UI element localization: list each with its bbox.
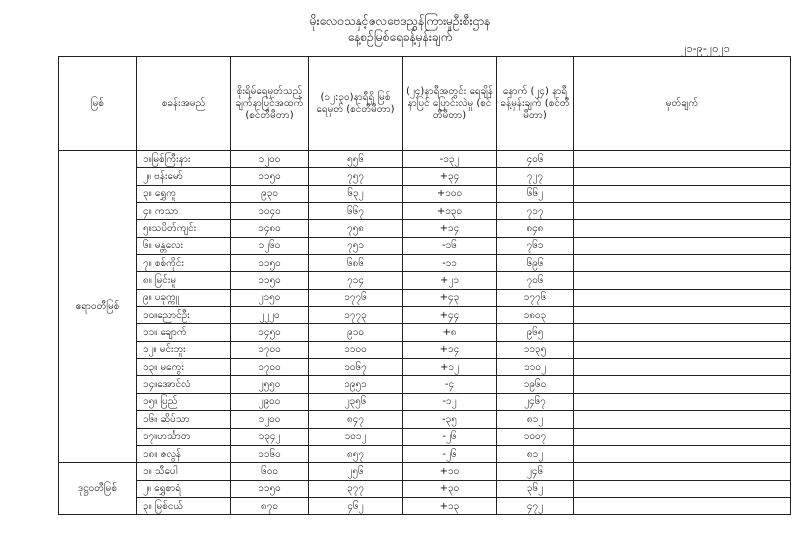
forecast-cell: ၇၀၆ xyxy=(497,272,574,289)
station-cell: ၄။ ကသာ xyxy=(137,203,231,220)
station-cell: ၁၇။ဟင်္သာတ xyxy=(137,428,231,445)
table-row xyxy=(59,203,791,220)
current-level-cell: ၇၅၇ xyxy=(309,168,403,185)
change-cell: +၄၄ xyxy=(403,307,497,324)
table-row xyxy=(59,445,791,462)
station-cell: ၆။ မန္တလေး xyxy=(137,237,231,254)
remarks-cell xyxy=(574,220,791,237)
forecast-cell: ၈၁၂ xyxy=(497,445,574,462)
station-cell: ၁၁။ ချောက် xyxy=(137,324,231,341)
change-cell: -၁၃၂ xyxy=(403,151,497,168)
forecast-cell: ၁၁၀၂ xyxy=(497,359,574,376)
forecast-cell: ၈၁၂ xyxy=(497,411,574,428)
remarks-cell xyxy=(574,203,791,220)
forecast-cell: ၄၀၆ xyxy=(497,151,574,168)
change-cell: -၄ xyxy=(403,376,497,393)
danger-level-cell: ၁၃၄၂ xyxy=(231,428,309,445)
danger-level-cell: ၈၇၀ xyxy=(231,497,309,514)
station-cell: ၁၄။အောင်လံ xyxy=(137,376,231,393)
change-cell: +၄၃ xyxy=(403,289,497,306)
danger-level-cell: ၁၇၀၀ xyxy=(231,359,309,376)
col-danger-level: စိုးရိမ်ရေမှတ်သည့် ချက်နာပြင်အထက် (စင်တီမီတာ) xyxy=(231,57,309,151)
table-row xyxy=(59,411,791,428)
remarks-cell xyxy=(574,497,791,514)
change-cell: -၃၅ xyxy=(403,411,497,428)
current-level-cell: ၂၃၅၆ xyxy=(309,393,403,410)
change-cell: +၁၂ xyxy=(403,359,497,376)
current-level-cell: ၆၃၂ xyxy=(309,185,403,202)
current-level-cell: ၁၁၀၀ xyxy=(309,341,403,358)
danger-level-cell: ၁၁၅၀ xyxy=(231,255,309,272)
remarks-cell xyxy=(574,272,791,289)
forecast-cell: ၂၄၆ xyxy=(497,463,574,480)
current-level-cell: ၁၀၁၂ xyxy=(309,428,403,445)
remarks-cell xyxy=(574,289,791,306)
col-river: မြစ် xyxy=(59,57,137,151)
remarks-cell xyxy=(574,463,791,480)
remarks-cell xyxy=(574,307,791,324)
forecast-cell: ၆၉၆ xyxy=(497,255,574,272)
remarks-cell xyxy=(574,237,791,254)
forecast-cell: ၃၆၂ xyxy=(497,480,574,497)
col-change: (၂၄)နာရီအတွင်း ရေချိန်နာပြင် ပြောင်းလဲမှု (စင်တီမီတာ) xyxy=(403,57,497,151)
page-subtitle: နေ့စဉ်မြစ်ရေခန့်မှန်းချက် xyxy=(347,30,453,44)
col-current-level: (၁၂:၃၀)နာရီရှိ မြစ်ရေမှတ် (စင်တီမီတာ) xyxy=(309,57,403,151)
danger-level-cell: ၁၂၆၀ xyxy=(231,237,309,254)
forecast-cell: ၇၂၇ xyxy=(497,168,574,185)
table-row xyxy=(59,497,791,514)
station-cell: ၉။ ပခုက္ကူ xyxy=(137,289,231,306)
station-cell: ၁။ သီပေါ xyxy=(137,463,231,480)
station-cell: ၁၃။ မကွေး xyxy=(137,359,231,376)
current-level-cell: ၈၄၇ xyxy=(309,411,403,428)
forecast-cell: ၂၄၆၇ xyxy=(497,393,574,410)
change-cell: +၁၃ xyxy=(403,497,497,514)
table-row xyxy=(59,185,791,202)
page-title: မိုးလေဝသနှင့်ဇလဗေဒညွှန်ကြားမှုဦးစီးဌာန xyxy=(309,14,491,28)
river-name-cell: ဒုဋ္ဌဝတီမြစ် xyxy=(59,463,137,515)
danger-level-cell: ၁၁၅၀ xyxy=(231,272,309,289)
change-cell: -၁၆ xyxy=(403,237,497,254)
remarks-cell xyxy=(574,411,791,428)
table-row xyxy=(59,480,791,497)
station-cell: ၃။ မြစ်ငယ် xyxy=(137,497,231,514)
station-cell: ၁၀။ညောင်ဦး xyxy=(137,307,231,324)
danger-level-cell: ၂၅၅၀ xyxy=(231,376,309,393)
table-row xyxy=(59,307,791,324)
forecast-cell: ၇၁၇ xyxy=(497,203,574,220)
forecast-cell: ၁၀၀၇ xyxy=(497,428,574,445)
current-level-cell: ၁၇၇၆ xyxy=(309,289,403,306)
forecast-cell: ၁၁၃၅ xyxy=(497,341,574,358)
danger-level-cell: ၁၄၈၀ xyxy=(231,220,309,237)
current-level-cell: ၇၅၁ xyxy=(309,237,403,254)
change-cell: +၁၄ xyxy=(403,220,497,237)
table-row xyxy=(59,255,791,272)
table-row xyxy=(59,376,791,393)
change-cell: +၃၄ xyxy=(403,168,497,185)
change-cell: +၃၀ xyxy=(403,480,497,497)
station-cell: ၇။ စစ်ကိုင်း xyxy=(137,255,231,272)
change-cell: +၁၄ xyxy=(403,341,497,358)
change-cell: -၂၆ xyxy=(403,445,497,462)
station-cell: ၂။ ရွှေစာရံ xyxy=(137,480,231,497)
col-remarks: မှတ်ချက် xyxy=(574,57,791,151)
current-level-cell: ၆၈၆ xyxy=(309,255,403,272)
remarks-cell xyxy=(574,393,791,410)
station-cell: ၈။ မြင်းမူ xyxy=(137,272,231,289)
change-cell: +၁၀ xyxy=(403,463,497,480)
forecast-cell: ၇၆၁ xyxy=(497,237,574,254)
table-row xyxy=(59,324,791,341)
station-cell: ၁၂။ မင်းဘူး xyxy=(137,341,231,358)
danger-level-cell: ၁၁၅၀ xyxy=(231,168,309,185)
danger-level-cell: ၁၀၄၀ xyxy=(231,203,309,220)
remarks-cell xyxy=(574,324,791,341)
remarks-cell xyxy=(574,376,791,393)
current-level-cell: ၁၀၆၇ xyxy=(309,359,403,376)
current-level-cell: ၃၇၇ xyxy=(309,480,403,497)
danger-level-cell: ၁၇၀၀ xyxy=(231,341,309,358)
station-cell: ၅။သပိတ်ကျင်း xyxy=(137,220,231,237)
table-row xyxy=(59,393,791,410)
forecast-cell: ၈၄၈ xyxy=(497,220,574,237)
danger-level-cell: ၁၁၆၀ xyxy=(231,445,309,462)
station-cell: ၁။မြစ်ကြီးနား xyxy=(137,151,231,168)
danger-level-cell: ၁၂၀၀ xyxy=(231,151,309,168)
current-level-cell: ၅၅၆ xyxy=(309,151,403,168)
forecast-cell: ၁၈၀၃ xyxy=(497,307,574,324)
station-cell: ၁၅။ ပြည် xyxy=(137,393,231,410)
table-row xyxy=(59,428,791,445)
change-cell: +၁၀၀ xyxy=(403,185,497,202)
river-name-cell: ဧရာဝတီမြစ် xyxy=(59,151,137,463)
station-cell: ၃။ ရွှေကူ xyxy=(137,185,231,202)
current-level-cell: ၉၁၀ xyxy=(309,324,403,341)
table-row xyxy=(59,289,791,306)
change-cell: +၁၃၀ xyxy=(403,203,497,220)
change-cell: +၂၁ xyxy=(403,272,497,289)
forecast-cell: ၁၉၆၀ xyxy=(497,376,574,393)
table-row xyxy=(59,272,791,289)
remarks-cell xyxy=(574,428,791,445)
table-row xyxy=(59,220,791,237)
report-date: ၂၁-၉-၂၀၂၁ xyxy=(681,42,730,55)
table-row xyxy=(59,168,791,185)
change-cell: -၂၆ xyxy=(403,428,497,445)
forecast-cell: ၉၆၅ xyxy=(497,324,574,341)
remarks-cell xyxy=(574,341,791,358)
current-level-cell: ၁၉၅၁ xyxy=(309,376,403,393)
forecast-table xyxy=(58,56,791,515)
danger-level-cell: ၆၀၀ xyxy=(231,463,309,480)
current-level-cell: ၆၆၇ xyxy=(309,203,403,220)
current-level-cell: ၇၁၄ xyxy=(309,272,403,289)
danger-level-cell: ၁၄၅၀ xyxy=(231,324,309,341)
change-cell: +၈ xyxy=(403,324,497,341)
forecast-cell: ၆၆၂ xyxy=(497,185,574,202)
table-row xyxy=(59,341,791,358)
table-header-row xyxy=(59,57,791,151)
danger-level-cell: ၁၂၀၀ xyxy=(231,411,309,428)
forecast-cell: ၁၇၇၆ xyxy=(497,289,574,306)
current-level-cell: ၂၅၆ xyxy=(309,463,403,480)
danger-level-cell: ၂၉၀၀ xyxy=(231,393,309,410)
remarks-cell xyxy=(574,359,791,376)
danger-level-cell: ၉၃၀ xyxy=(231,185,309,202)
table-row xyxy=(59,359,791,376)
remarks-cell xyxy=(574,151,791,168)
remarks-cell xyxy=(574,480,791,497)
current-level-cell: ၁၇၇၃ xyxy=(309,307,403,324)
change-cell: -၁၁ xyxy=(403,255,497,272)
station-cell: ၁၈။ ဇလွန် xyxy=(137,445,231,462)
current-level-cell: ၄၆၂ xyxy=(309,497,403,514)
forecast-cell: ၄၇၂ xyxy=(497,497,574,514)
remarks-cell xyxy=(574,445,791,462)
current-level-cell: ၇၅၈ xyxy=(309,220,403,237)
table-row xyxy=(59,151,791,168)
current-level-cell: ၈၅၇ xyxy=(309,445,403,462)
change-cell: -၁၂ xyxy=(403,393,497,410)
station-cell: ၂။ ဗန်းမော် xyxy=(137,168,231,185)
remarks-cell xyxy=(574,185,791,202)
station-cell: ၁၆။ ဆိပ်သာ xyxy=(137,411,231,428)
danger-level-cell: ၁၁၅၀ xyxy=(231,480,309,497)
danger-level-cell: ၂၂၂၀ xyxy=(231,307,309,324)
danger-level-cell: ၂၁၅၀ xyxy=(231,289,309,306)
remarks-cell xyxy=(574,255,791,272)
table-row xyxy=(59,237,791,254)
remarks-cell xyxy=(574,168,791,185)
table-row xyxy=(59,463,791,480)
col-station: စခန်းအမည် xyxy=(137,57,231,151)
col-forecast: နောက် (၂၄) နာရီ ခန့်မှန်းချက် (စင်တီမီတာ) xyxy=(497,57,574,151)
